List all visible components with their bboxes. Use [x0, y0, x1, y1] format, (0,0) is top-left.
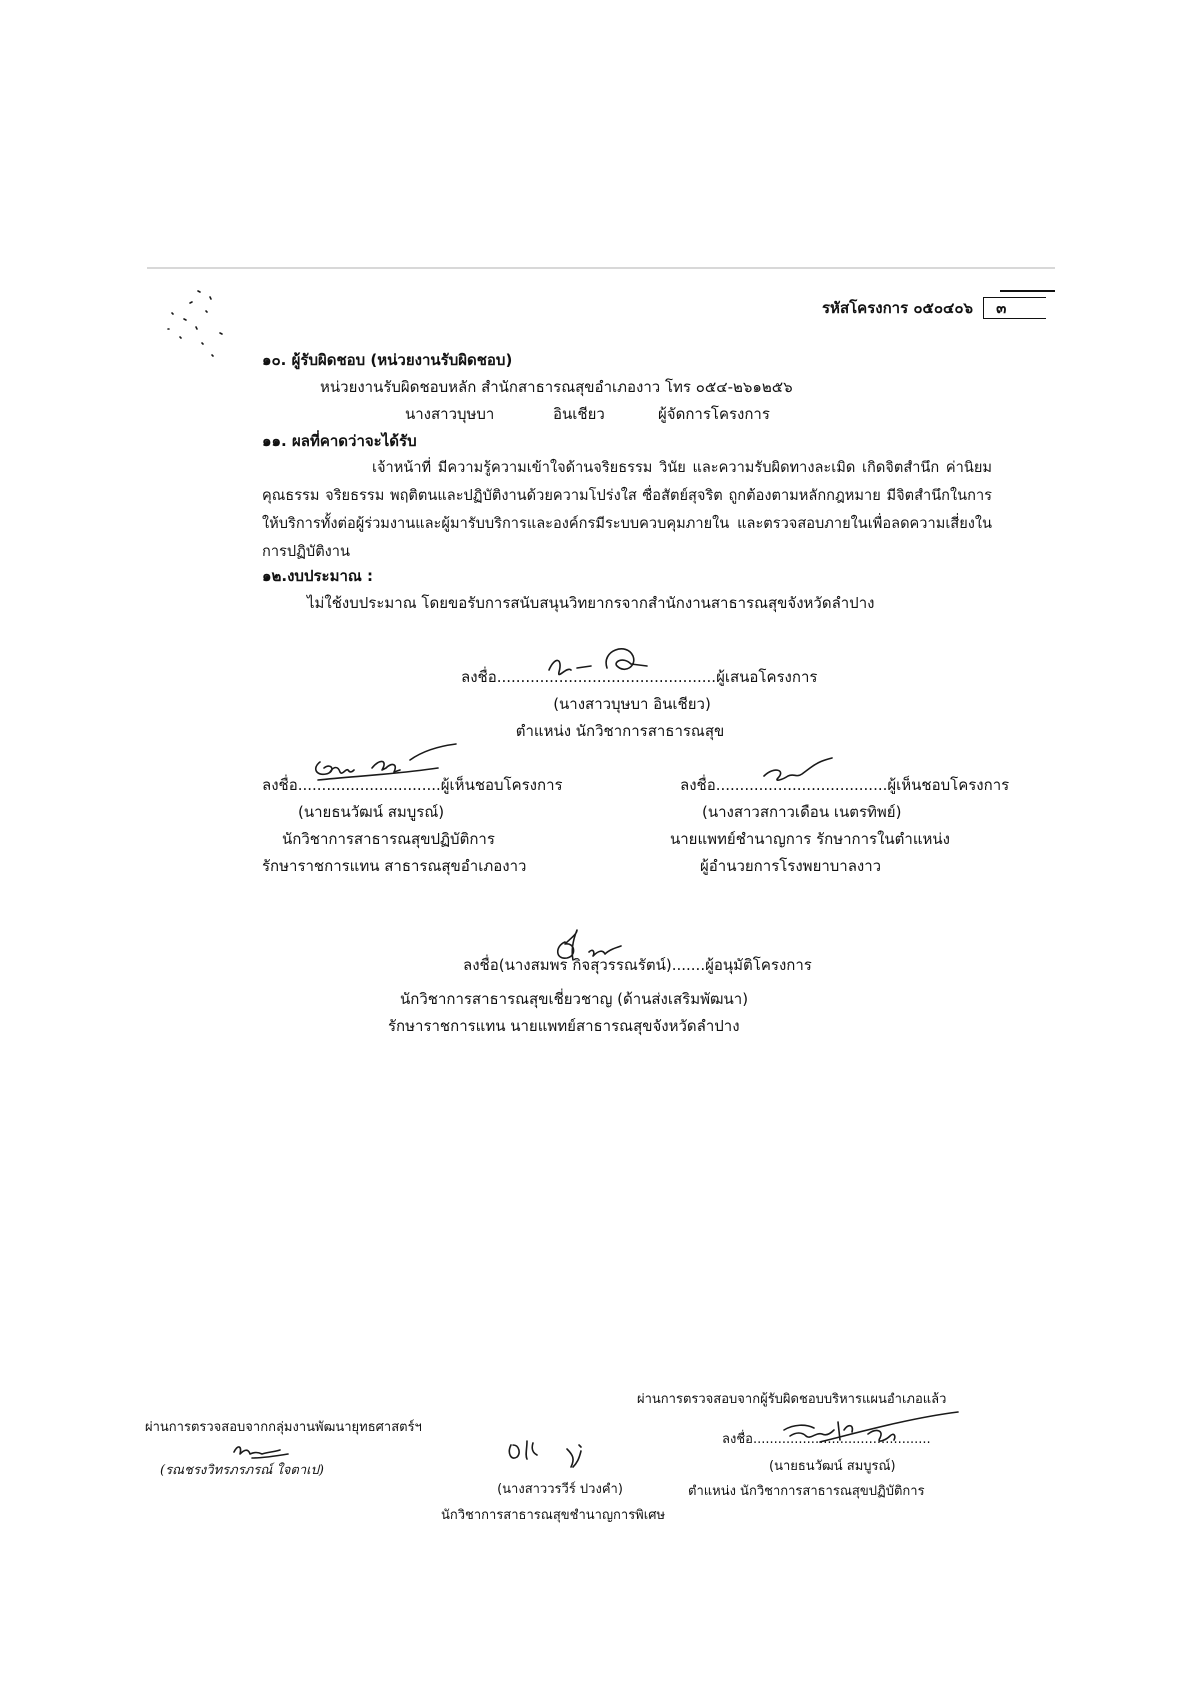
plan-sign-label: ลงชื่อ: [722, 1432, 753, 1447]
approver-right-sign-line: [680, 776, 1009, 794]
approver-right-name: (นางสาวสกาวเดือน เนตรทิพย์): [702, 803, 902, 821]
section-12-heading: ๑๒.งบประมาณ :: [262, 567, 374, 585]
proposer-sign-label: ลงชื่อ: [461, 668, 497, 686]
project-code-row: [822, 297, 1046, 319]
plan-signature: [780, 1408, 960, 1450]
manager-name-last: อินเชียว: [553, 405, 605, 423]
authorizer-sign-dots: .......: [671, 956, 706, 974]
approver-right-sign-dots: ....................................: [715, 776, 888, 794]
proposer-sign-role: ผู้เสนอโครงการ: [716, 668, 818, 686]
approver-right-position: นายแพทย์ชำนาญการ รักษาการในตำแหน่ง: [670, 830, 950, 848]
approver-right-sign-label: ลงชื่อ: [680, 776, 716, 794]
authorizer-sign-role: ผู้อนุมัติโครงการ: [705, 956, 812, 974]
authorizer-name: (นางสมพร กิจสุวรรณรัตน์): [498, 956, 672, 974]
scan-speckle: [150, 285, 240, 375]
plan-name: (นายธนวัฒน์ สมบูรณ์): [769, 1459, 896, 1474]
authorizer-sign-label: ลงชื่อ: [463, 956, 499, 974]
strategy-signature: [230, 1440, 300, 1462]
responsible-unit-line: หน่วยงานรับผิดชอบหลัก สำนักสาธารณสุขอำเภองาว โทร ๐๕๔-๒๖๑๒๕๖: [320, 378, 793, 396]
expected-results-paragraph: [262, 454, 992, 566]
proposer-name: (นางสาวบุษบา อินเชียว): [553, 695, 711, 713]
manager-name-first: นางสาวบุษบา: [405, 405, 495, 423]
center-name: (นางสาววรวีร์ ปวงคำ): [497, 1482, 623, 1497]
proposer-signature: [545, 640, 665, 685]
authorizer-position: นักวิชาการสาธารณสุขเชี่ยวชาญ (ด้านส่งเสริมพัฒนา): [400, 990, 749, 1008]
section-11-heading: ๑๑. ผลที่คาดว่าจะได้รับ: [262, 432, 417, 450]
strategy-name-text: (รณชรงวิทรภรภรณ์ ใจตาเป): [160, 1463, 324, 1478]
strategy-check-text: ผ่านการตรวจสอบจากกลุ่มงานพัฒนายุทธศาสตร์ฯ: [145, 1420, 422, 1435]
authorizer-sign-line: [463, 956, 812, 974]
plan-position: ตำแหน่ง นักวิชาการสาธารณสุขปฏิบัติการ: [688, 1484, 925, 1499]
header-box-top-line: [1000, 290, 1055, 292]
approver-left-sign-dots: ..............................: [297, 776, 441, 794]
strategy-name: [160, 1463, 324, 1479]
approver-left-acting: รักษาราชการแทน สาธารณสุขอำเภองาว: [262, 857, 527, 875]
authorizer-acting: รักษาราชการแทน นายแพทย์สาธารณสุขจังหวัดลำปาง: [388, 1017, 740, 1035]
approver-right-sign-role: ผู้เห็นชอบโครงการ: [887, 776, 1010, 794]
center-signature: [505, 1435, 615, 1475]
manager-role: ผู้จัดการโครงการ: [658, 405, 770, 423]
approver-left-sign-label: ลงชื่อ: [262, 776, 298, 794]
budget-text: ไม่ใช้งบประมาณ โดยขอรับการสนับสนุนวิทยากรจากสำนักงานสาธารณสุขจังหวัดลำปาง: [307, 594, 875, 612]
plan-check-text: ผ่านการตรวจสอบจากผู้รับผิดชอบบริหารแผนอำเภอแล้ว: [637, 1392, 947, 1407]
center-position: นักวิชาการสาธารณสุขชำนาญการพิเศษ: [440, 1508, 666, 1523]
page-number-box: [983, 297, 1046, 319]
page-number: ๓: [996, 299, 1007, 317]
approver-left-name: (นายธนวัฒน์ สมบูรณ์): [298, 803, 445, 821]
proposer-sign-dots: ..............................................: [496, 668, 717, 686]
section-10-heading: ๑๐. ผู้รับผิดชอบ (หน่วยงานรับผิดชอบ): [262, 351, 513, 369]
approver-right-title: ผู้อำนวยการโรงพยาบาลงาว: [700, 857, 882, 875]
plan-sign-dots: ...........................................: [752, 1432, 931, 1447]
expected-results-text: เจ้าหน้าที่ มีความรู้ความเข้าใจด้านจริยธรรม วินัย และความรับผิดทางละเมิด เกิดจิตสำนึก ค่านิยม คุณธรรม จริยธรรม พฤติตนและปฏิบัติงานด้วยความโปร่งใส ซื่อสัตย์สุจริต ถูกต้องตามหลักกฎหมาย มีจิตสำนึกในการให้บริการทั้งต่อผู้ร่วมงานและผู้มารับบริการและองค์กรมีระบบควบคุมภายใน และตรวจสอบภายในเพื่อลดความเสี่ยงในการปฏิบัติงาน: [262, 459, 992, 560]
approver-right-signature: [760, 752, 840, 792]
project-code-label: รหัสโครงการ ๐๕๐๔๐๖: [822, 299, 974, 317]
approver-left-position: นักวิชาการสาธารณสุขปฏิบัติการ: [282, 830, 495, 848]
top-rule: [147, 267, 1055, 269]
approver-left-signature: [310, 742, 460, 792]
proposer-position: ตำแหน่ง นักวิชาการสาธารณสุข: [515, 722, 725, 740]
approver-left-sign-role: ผู้เห็นชอบโครงการ: [440, 776, 563, 794]
